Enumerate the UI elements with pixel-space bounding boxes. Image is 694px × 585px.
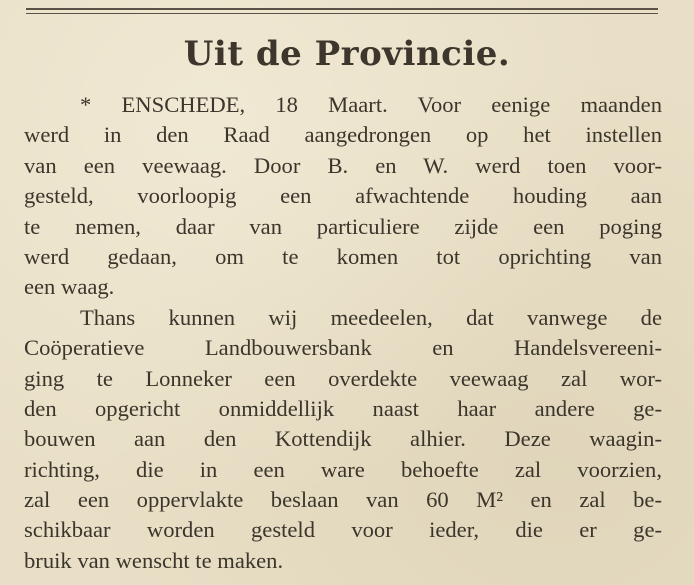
- text-line: Coöperatieve Landbouwersbank en Handelsvereeni-: [24, 335, 662, 361]
- text-line: zal een oppervlakte beslaan van 60 M² en zal be-: [24, 487, 662, 513]
- text-line: te nemen, daar van particuliere zijde een poging: [24, 213, 662, 239]
- text-line: richting, die in een ware behoefte zal voorzien,: [24, 456, 662, 482]
- top-rule: [26, 8, 658, 14]
- article-body: [24, 90, 662, 576]
- text-line: * ENSCHEDE, 18 Maart. Voor eenige maanden: [80, 92, 662, 117]
- text-line: een waag.: [24, 274, 115, 300]
- text-line: schikbaar worden gesteld voor ieder, die er ge-: [24, 517, 662, 543]
- text-line: bruik van wenscht te maken.: [24, 547, 284, 573]
- text-line: werd in den Raad aangedrongen op het instellen: [24, 122, 662, 148]
- text-line: werd gedaan, om te komen tot oprichting van: [24, 243, 662, 269]
- text-line: ging te Lonneker een overdekte veewaag zal wor-: [24, 365, 662, 391]
- text-line: gesteld, voorloopig een afwachtende houding aan: [24, 183, 662, 209]
- text-line: bouwen aan den Kottendijk alhier. Deze waagin-: [24, 426, 662, 452]
- text-line: Thans kunnen wij meedeelen, dat vanwege de: [80, 304, 662, 330]
- headline: Uit de Provincie.: [183, 34, 511, 74]
- text-line: den opgericht onmiddellijk naast haar andere ge-: [24, 395, 662, 421]
- text-line: van een veewaag. Door B. en W. werd toen voor-: [24, 152, 662, 178]
